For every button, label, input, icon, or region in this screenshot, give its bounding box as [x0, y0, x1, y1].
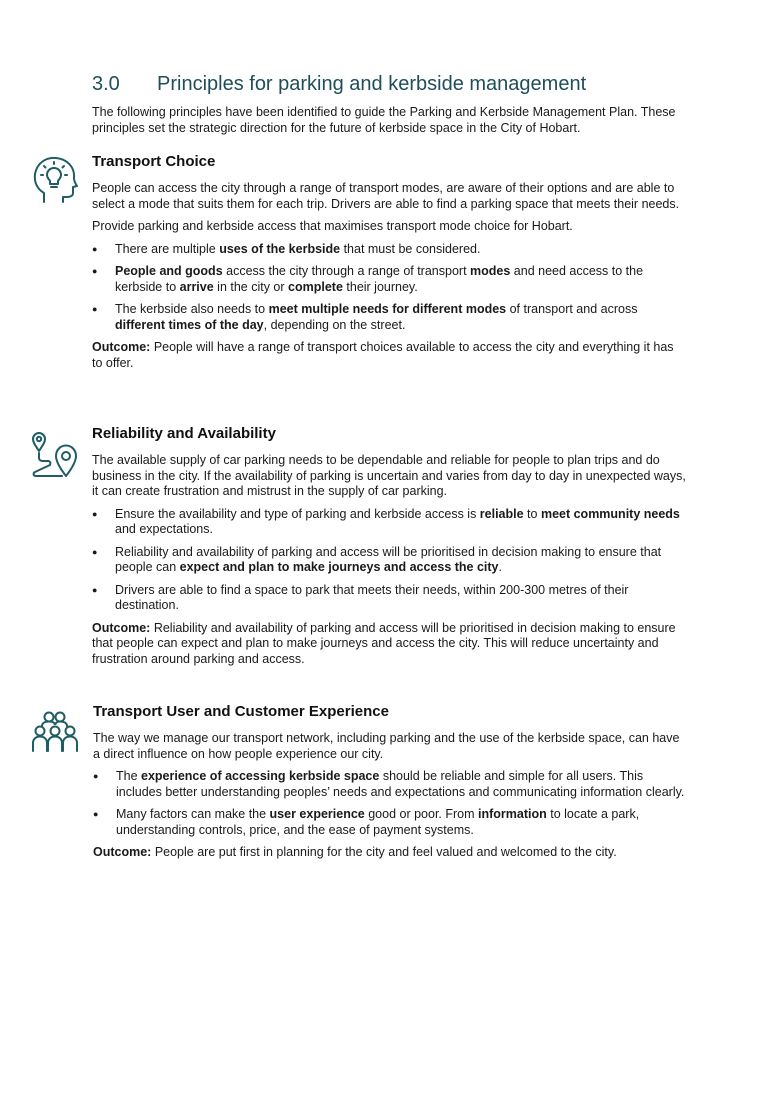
text-run: should be reliable and simple for all users. This includes better understanding peoples’ needs and expectations and communicating information clearly.: [116, 769, 685, 799]
list-item: [92, 264, 687, 295]
outcome-text: Reliability and availability of parking and access will be prioritised in decision making to ensure that people can expect and plan to make journeys and access the city. This will reduce uncertainty and frustration around parking and access.: [92, 620, 676, 666]
bold-text: reliable: [479, 506, 524, 521]
list-item: [93, 769, 688, 800]
list-item: [92, 545, 687, 576]
bold-text: information: [478, 807, 547, 821]
list-item: [92, 583, 687, 614]
bold-text: experience of accessing kerbside space: [141, 769, 380, 783]
bullet-list: [92, 242, 687, 334]
text-run: There are multiple: [115, 241, 220, 256]
text-run: Many factors can make the: [116, 807, 270, 821]
section-title: Transport Choice: [92, 153, 216, 170]
text-run: Ensure the availability and type of parking and kerbside access is: [115, 506, 480, 521]
section-title: Reliability and Availability: [92, 425, 276, 442]
route-pins-icon: [29, 430, 79, 480]
section-customer-experience: [93, 703, 688, 868]
outcome-paragraph: [92, 340, 687, 371]
outcome-text: People are put first in planning for the city and feel valued and welcomed to the city.: [151, 845, 617, 859]
section-transport-choice: [92, 153, 687, 378]
text-run: their journey.: [342, 279, 418, 294]
bold-text: uses of the kerbside: [219, 241, 341, 256]
bold-text: People and goods: [115, 264, 223, 278]
bold-text: modes: [470, 264, 511, 278]
section-number: 3.0: [92, 73, 120, 95]
outcome-label: Outcome:: [93, 845, 152, 859]
list-item: [93, 807, 688, 838]
list-item: [92, 507, 687, 538]
list-item: [92, 302, 687, 333]
text-run: to locate a park, understanding controls, price, and the ease of payment systems.: [116, 807, 640, 837]
text-run: to: [523, 506, 541, 521]
text-run: of transport and across: [506, 302, 638, 316]
text-run: and expectations.: [115, 522, 213, 536]
text-run: access the city through a range of transport: [222, 264, 471, 278]
body-paragraph: The way we manage our transport network, including parking and the use of the kerbside space, can have a direct influence on how people experience our city.: [93, 731, 680, 761]
text-run: Drivers are able to find a space to park that meets their needs, within 200-300 metres of their destination.: [115, 582, 629, 612]
text-run: The: [116, 769, 142, 783]
section-title: Principles for parking and kerbside management: [157, 73, 587, 95]
outcome-text: People will have a range of transport choices available to access the city and everything it has to offer.: [92, 340, 674, 370]
bullet-list: [92, 507, 687, 614]
bold-text: expect and plan to make journeys and access the city: [179, 560, 499, 574]
text-run: .: [498, 560, 502, 574]
section-heading: [92, 73, 586, 96]
body-paragraph: People can access the city through a range of transport modes, are aware of their options and are able to select a mode that suits them for each trip. Drivers are able to find a parking space that meets their needs.: [92, 181, 680, 211]
outcome-label: Outcome:: [92, 340, 151, 354]
head-lightbulb-icon: [30, 153, 78, 205]
bold-text: arrive: [179, 279, 214, 294]
intro-paragraph: The following principles have been identified to guide the Parking and Kerbside Management Plan. These principles set the strategic direction for the future of kerbside space in the City of Hobart.: [92, 105, 676, 135]
bold-text: different times of the day: [115, 317, 264, 332]
list-item: [92, 242, 687, 258]
bold-text: complete: [288, 279, 343, 294]
outcome-paragraph: [92, 621, 687, 668]
bold-text: meet community needs: [540, 506, 680, 521]
text-run: that must be considered.: [340, 241, 481, 256]
text-run: good or poor. From: [364, 807, 479, 821]
text-run: in the city or: [213, 279, 289, 294]
people-group-icon: [30, 710, 80, 754]
body-paragraph: Provide parking and kerbside access that maximises transport mode choice for Hobart.: [92, 219, 573, 233]
text-run: Reliability and availability of parking and access will be prioritised in decision making to ensure that people can: [115, 544, 662, 574]
outcome-paragraph: [93, 845, 688, 861]
body-paragraph: The available supply of car parking needs to be dependable and reliable for people to plan trips and do business in the city. If the availability of parking is uncertain and varies from day to day in unexpected ways, it can create frustration and mistrust in the supply of car parking.: [92, 453, 686, 498]
bold-text: meet multiple needs for different modes: [268, 302, 507, 316]
bullet-list: [93, 769, 688, 838]
section-title: Transport User and Customer Experience: [93, 703, 389, 720]
text-run: , depending on the street.: [263, 317, 406, 332]
text-run: and need access to the kerbside to: [115, 264, 644, 294]
bold-text: user experience: [269, 807, 365, 821]
outcome-label: Outcome:: [92, 620, 151, 635]
text-run: The kerbside also needs to: [115, 302, 269, 316]
section-reliability-availability: [92, 425, 687, 674]
